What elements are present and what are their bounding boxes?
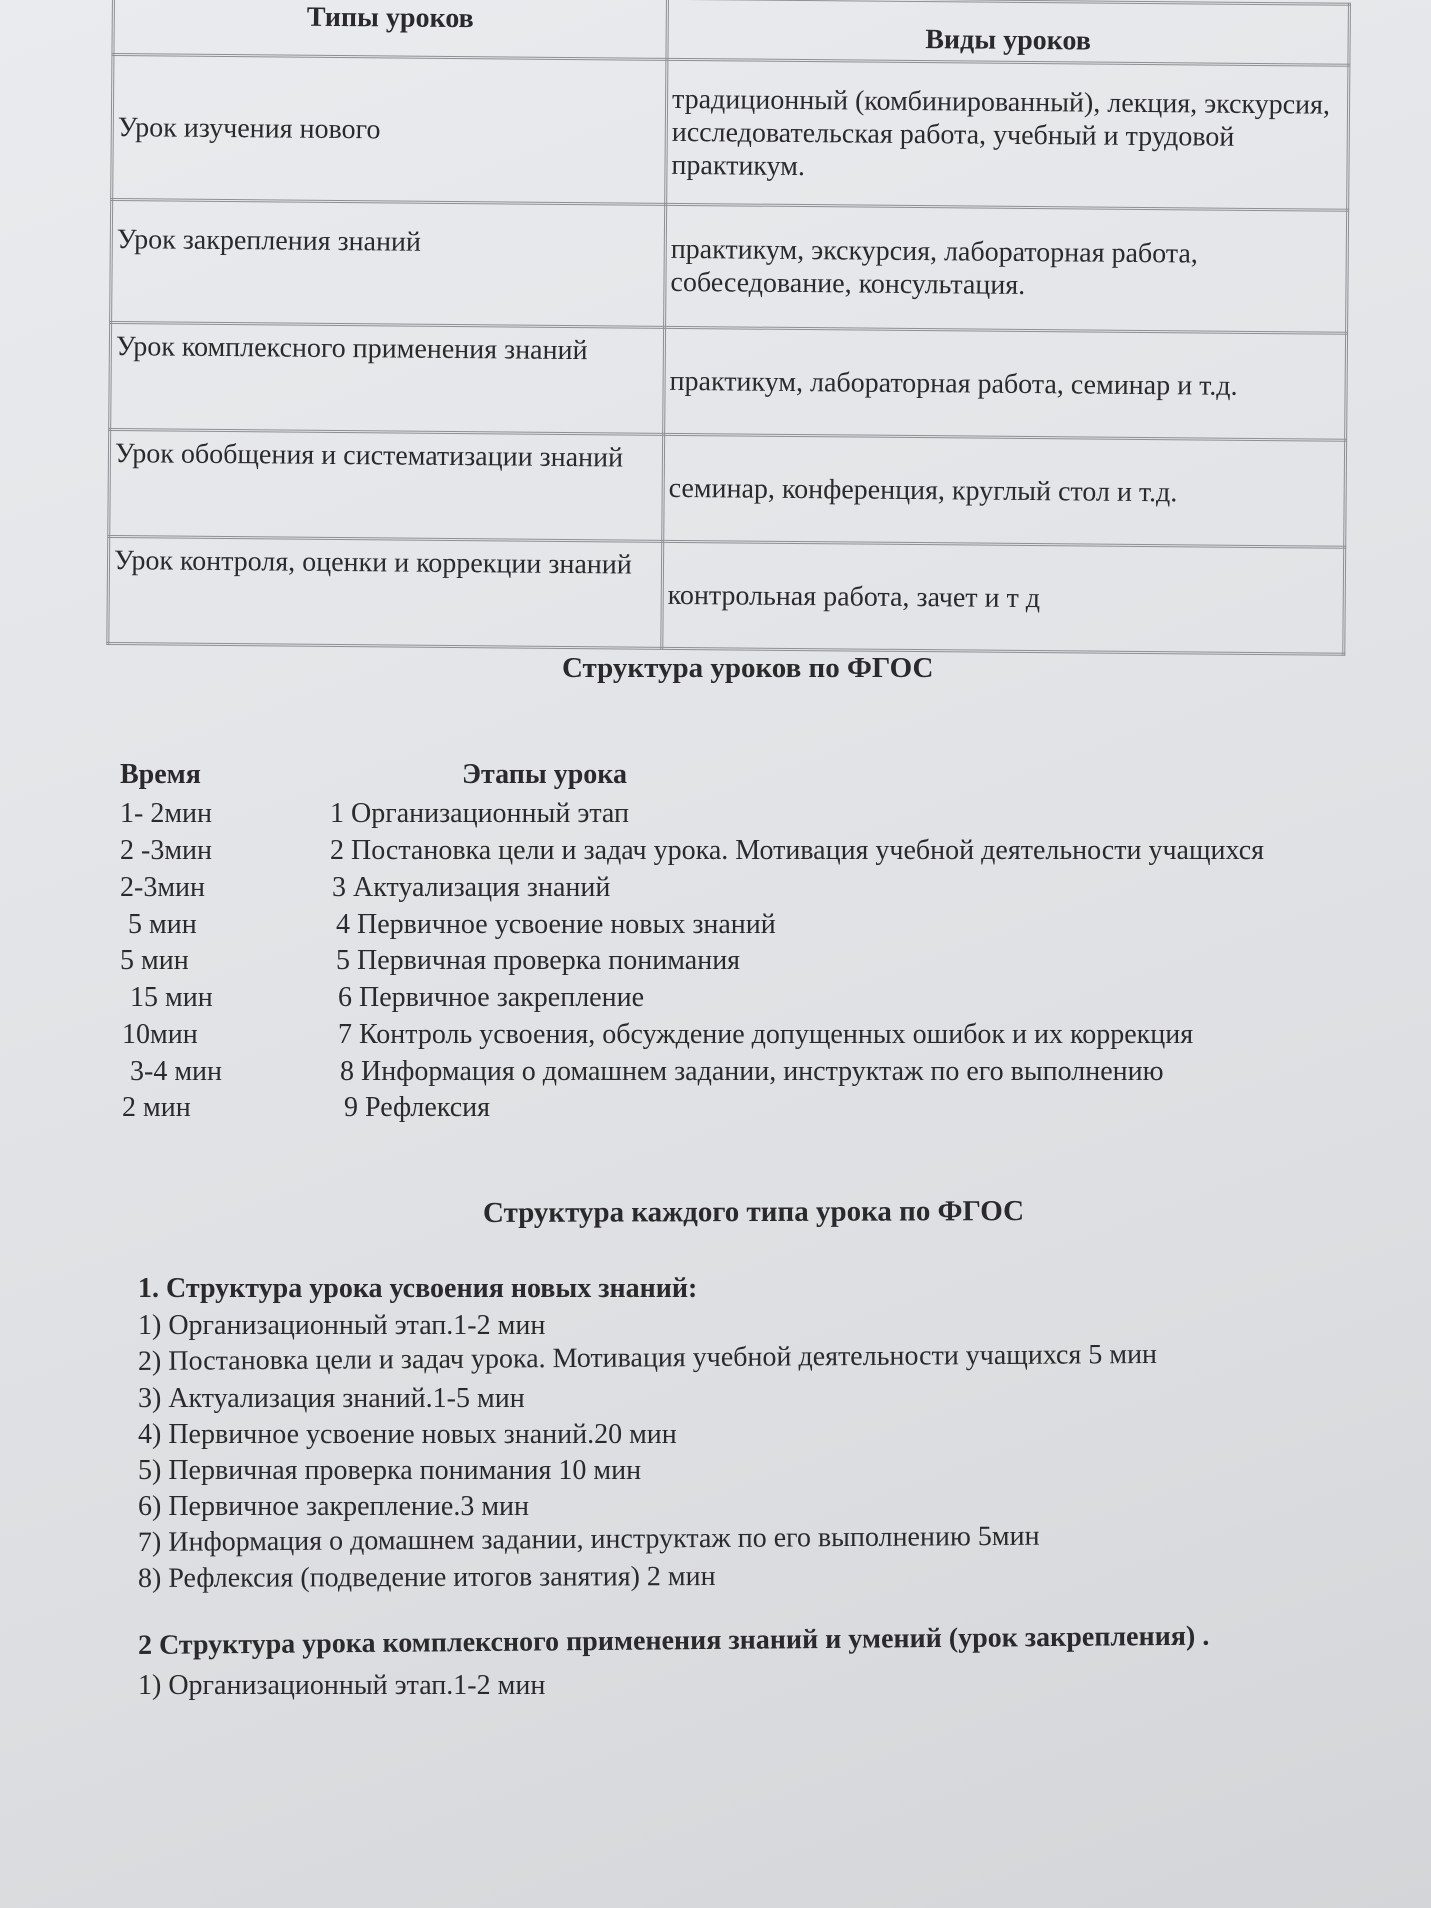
stage-name: 4 Первичное усвоение новых знаний: [336, 909, 776, 940]
stage-time: 3-4 мин: [130, 1056, 223, 1087]
stage-name: 5 Первичная проверка понимания: [336, 945, 741, 976]
lesson-type-cell: Урок контроля, оценки и коррекции знаний: [108, 536, 663, 648]
stage-name: 7 Контроль усвоения, обсуждение допущенных ошибок и их коррекция: [338, 1019, 1194, 1050]
stage-time: 5 мин: [120, 945, 189, 976]
list-item: 1) Организационный этап.1-2 мин: [138, 1670, 546, 1701]
table-row: [112, 55, 1349, 211]
stages-header: [120, 759, 627, 791]
list-item: 2) Постановка цели и задач урока. Мотивация учебной деятельности учащихся 5 мин: [137, 1338, 1158, 1377]
lesson-type-cell: Урок комплексного применения знаний: [110, 323, 665, 435]
stage-name: 8 Информация о домашнем задании, инструктаж по его выполнению: [340, 1056, 1164, 1087]
time-column-header: Время: [120, 759, 201, 790]
table-row: [111, 200, 1348, 334]
list-item: 1) Организационный этап.1-2 мин: [138, 1310, 546, 1341]
stage-time: 2 -3мин: [120, 835, 213, 866]
stage-name: 2 Постановка цели и задач урока. Мотивация учебной деятельности учащихся: [330, 835, 1264, 866]
list-item: 4) Первичное усвоение новых знаний.20 мин: [138, 1419, 677, 1450]
table-row: [108, 536, 1345, 654]
lesson-type-cell: Урок изучения нового: [112, 55, 667, 205]
header-lesson-kinds: Виды уроков: [667, 0, 1350, 65]
lesson-types-table: [106, 0, 1351, 656]
lesson-kinds-cell: контрольная работа, зачет и т д: [662, 541, 1345, 654]
stage-time: 1- 2мин: [120, 798, 213, 829]
header-lesson-types: Типы уроков: [113, 0, 668, 59]
list-item: 6) Первичное закрепление.3 мин: [138, 1491, 530, 1522]
section-2-title: 2 Структура урока комплексного применения знаний и умений (урок закрепления) .: [137, 1620, 1210, 1661]
section-1-title: 1. Структура урока усвоения новых знаний:: [138, 1273, 698, 1304]
lesson-kinds-cell: практикум, лабораторная работа, семинар и т.д.: [664, 327, 1347, 440]
lesson-kinds-cell: традиционный (комбинированный), лекция, экскурсия, исследовательская работа, учебный и трудовой практикум.: [666, 59, 1349, 210]
stage-time: 5 мин: [128, 909, 197, 940]
lesson-kinds-cell: семинар, конференция, круглый стол и т.д.: [663, 434, 1346, 547]
stage-name: 6 Первичное закрепление: [338, 982, 644, 1013]
list-item: 8) Рефлексия (подведение итогов занятия) 2 мин: [137, 1560, 716, 1594]
structure-title: Структура уроков по ФГОС: [562, 652, 934, 684]
stage-name: 9 Рефлексия: [344, 1092, 491, 1123]
lesson-kinds-cell: практикум, экскурсия, лабораторная работа, собеседование, консультация.: [665, 204, 1348, 333]
stage-time: 2 мин: [122, 1092, 191, 1123]
lesson-type-cell: Урок обобщения и систематизации знаний: [109, 429, 664, 541]
stages-column-header: Этапы урока: [462, 759, 627, 790]
each-type-title: Структура каждого типа урока по ФГОС: [482, 1195, 1025, 1229]
lesson-type-cell: Урок закрепления знаний: [111, 200, 666, 328]
list-item: 5) Первичная проверка понимания 10 мин: [138, 1455, 642, 1486]
list-item: 7) Информация о домашнем задании, инструктаж по его выполнению 5мин: [137, 1520, 1040, 1558]
stage-name: 1 Организационный этап: [330, 798, 629, 829]
stage-time: 15 мин: [130, 982, 213, 1013]
stage-time: 2-3мин: [120, 872, 206, 903]
table-row: [109, 429, 1346, 547]
stage-name: 3 Актуализация знаний: [332, 872, 611, 903]
table-row: [110, 323, 1347, 441]
list-item: 3) Актуализация знаний.1-5 мин: [138, 1383, 525, 1414]
stage-time: 10мин: [122, 1019, 198, 1050]
